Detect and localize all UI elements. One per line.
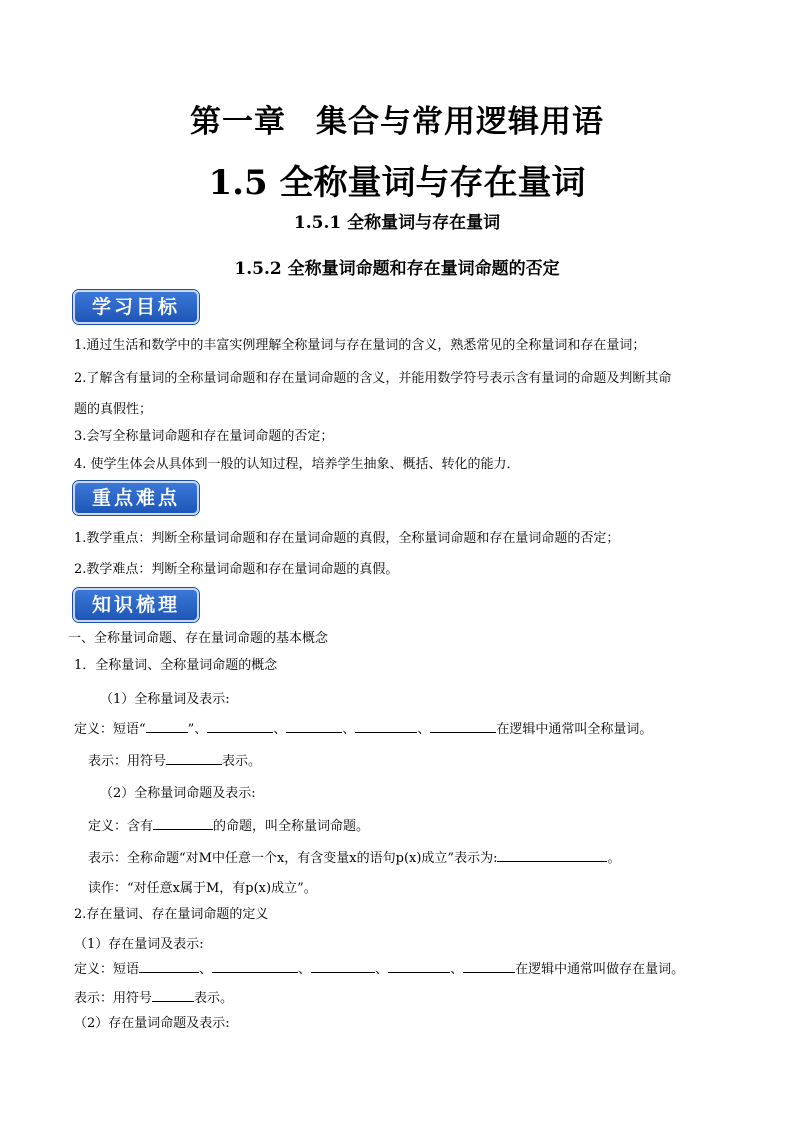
fill-blank[interactable] <box>430 719 496 733</box>
fill-blank[interactable] <box>207 719 273 733</box>
separator: 、 <box>375 962 389 977</box>
label: 表示：用符号 <box>74 991 153 1006</box>
separator: 、 <box>199 962 213 977</box>
goal-line: 题的真假性； <box>74 402 153 417</box>
fill-blank[interactable] <box>166 751 222 765</box>
knowledge-para: （1）全称量词及表示: <box>100 692 230 707</box>
badge-key-points: 重点难点 <box>73 481 199 515</box>
knowledge-para: （1）存在量词及表示: <box>74 937 204 952</box>
fill-blank[interactable] <box>388 959 450 973</box>
fill-blank[interactable] <box>152 988 194 1002</box>
separator: 、 <box>342 722 356 737</box>
badge-knowledge: 知识梳理 <box>73 588 199 622</box>
separator: 、 <box>298 962 312 977</box>
label: 表示：全称命题“对M中任意一个x，有含变量x的语句p(x)成立”表示为: <box>88 851 498 866</box>
fill-blank[interactable] <box>146 719 188 733</box>
label: 表示：用符号 <box>88 754 167 769</box>
goal-line: 4. 使学生体会从具体到一般的认知过程，培养学生抽象、概括、转化的能力． <box>74 457 520 472</box>
label: 定义：短语“ <box>74 722 146 737</box>
label: 表示。 <box>222 754 262 769</box>
label: 定义：短语 <box>74 962 140 977</box>
representation-line-2 <box>88 847 620 866</box>
knowledge-para: （2）存在量词命题及表示: <box>74 1016 230 1031</box>
fill-blank[interactable] <box>311 959 375 973</box>
label: 在逻辑中通常叫全称量词。 <box>496 722 653 737</box>
key-point-line: 2.教学难点：判断全称量词命题和存在量词命题的真假。 <box>74 562 399 577</box>
definition-line-2 <box>88 815 369 834</box>
label: ”、 <box>187 722 208 737</box>
fill-blank[interactable] <box>497 848 607 862</box>
label: 定义：含有 <box>88 819 154 834</box>
label: 的命题，叫全称量词命题。 <box>213 819 370 834</box>
chapter-heading <box>0 96 794 141</box>
subsection-title-2: 1.5.2 全称量词命题和存在量词命题的否定 <box>234 259 560 279</box>
label: 。 <box>607 851 621 866</box>
goal-line: 2.了解含有量词的全称量词命题和存在量词命题的含义，并能用数学符号表示含有量词的命题及判断其命 <box>74 371 672 386</box>
goal-line: 3.会写全称量词命题和存在量词命题的否定； <box>74 429 334 444</box>
definition-line-3 <box>74 958 684 977</box>
chapter-title: 集合与常用逻辑用语 <box>316 104 604 140</box>
separator: 、 <box>273 722 287 737</box>
subsection-title-1: 1.5.1 全称量词与存在量词 <box>293 213 501 233</box>
chapter-number: 第一章 <box>190 104 286 140</box>
badge-learning-goals: 学习目标 <box>73 290 199 324</box>
knowledge-heading-2: 1．全称量词、全称量词命题的概念 <box>74 658 278 673</box>
label: 在逻辑中通常叫做存在量词。 <box>515 962 685 977</box>
fill-blank[interactable] <box>286 719 342 733</box>
fill-blank[interactable] <box>463 959 515 973</box>
goal-line: 1.通过生活和数学中的丰富实例理解全称量词与存在量词的含义，熟悉常见的全称量词和存在量词； <box>74 338 646 353</box>
knowledge-heading-3: 2.存在量词、存在量词命题的定义 <box>74 907 269 922</box>
key-point-line: 1.教学重点：判断全称量词命题和存在量词命题的真假，全称量词命题和存在量词命题的否定； <box>74 531 620 546</box>
representation-line-1 <box>88 750 261 769</box>
knowledge-heading-1: 一、全称量词命题、存在量词命题的基本概念 <box>68 631 329 646</box>
knowledge-para: （2）全称量词命题及表示: <box>100 786 256 801</box>
fill-blank[interactable] <box>139 959 199 973</box>
section-title: 1.5 全称量词与存在量词 <box>208 163 586 203</box>
reading-line: 读作：“对任意x属于M，有p(x)成立”。 <box>88 881 317 896</box>
fill-blank[interactable] <box>212 959 298 973</box>
representation-line-3 <box>74 987 233 1006</box>
definition-line-1 <box>74 718 652 737</box>
separator: 、 <box>417 722 431 737</box>
separator: 、 <box>450 962 464 977</box>
fill-blank[interactable] <box>355 719 417 733</box>
label: 表示。 <box>194 991 234 1006</box>
fill-blank[interactable] <box>153 816 213 830</box>
